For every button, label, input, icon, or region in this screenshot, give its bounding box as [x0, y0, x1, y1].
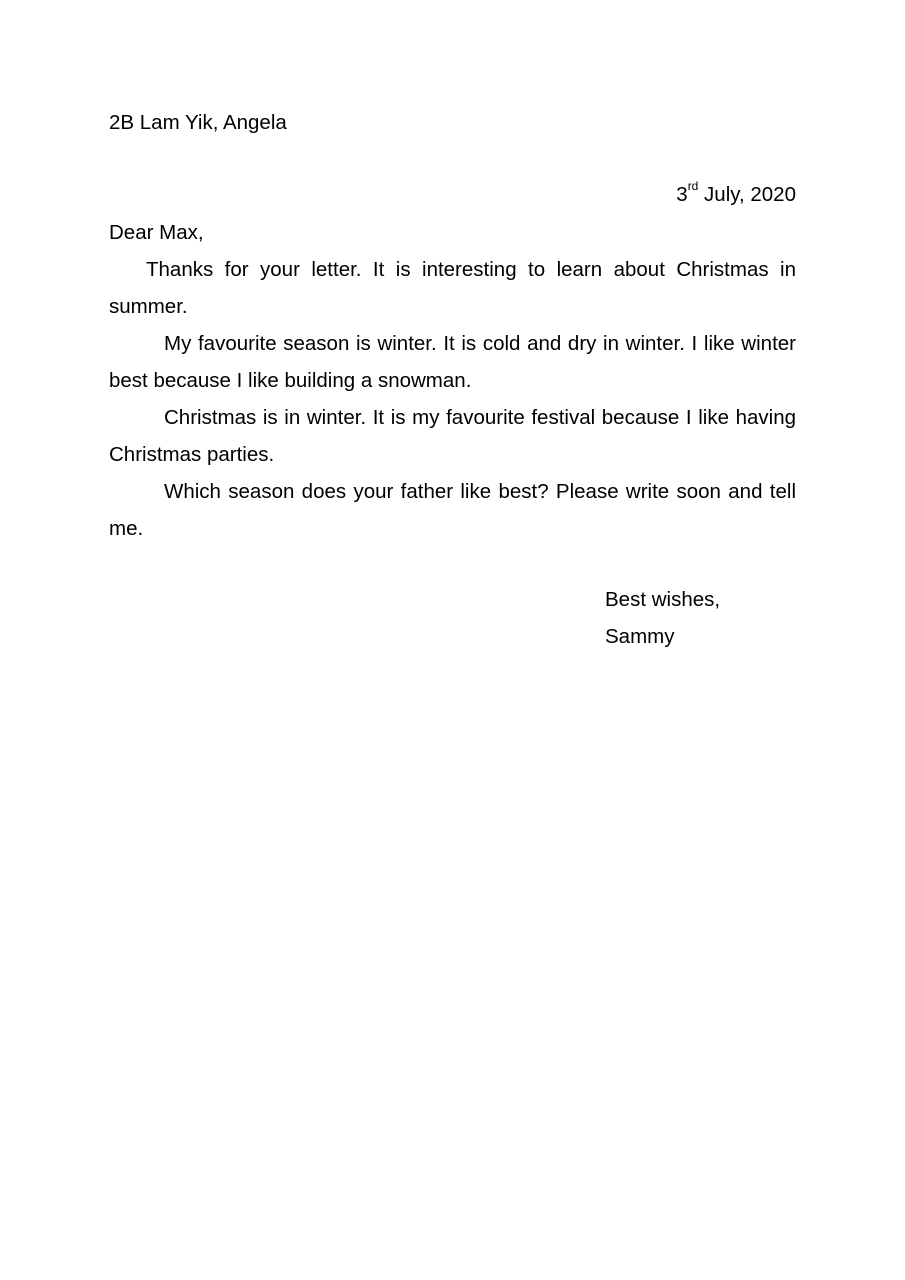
- closing-phrase: Best wishes,: [605, 588, 721, 611]
- letter-date: [676, 176, 796, 213]
- salutation: Dear Max,: [109, 221, 204, 244]
- paragraph-2: My favourite season is winter. It is cold and dry in winter. I like winter best because I like building a snowman.: [109, 332, 796, 392]
- date-ordinal-suffix: rd: [687, 179, 699, 194]
- paragraph-3: Christmas is in winter. It is my favourite festival because I like having Christmas parties.: [109, 406, 796, 466]
- letter-closing: [605, 581, 720, 655]
- signature: Sammy: [605, 625, 675, 648]
- letter-body: [109, 251, 796, 547]
- date-day: 3: [676, 183, 688, 206]
- paragraph-4: Which season does your father like best? Please write soon and tell me.: [109, 480, 796, 540]
- date-rest: July, 2020: [698, 183, 796, 206]
- student-name-line: 2B Lam Yik, Angela: [109, 111, 287, 134]
- paragraph-1: Thanks for your letter. It is interesting to learn about Christmas in summer.: [109, 258, 796, 318]
